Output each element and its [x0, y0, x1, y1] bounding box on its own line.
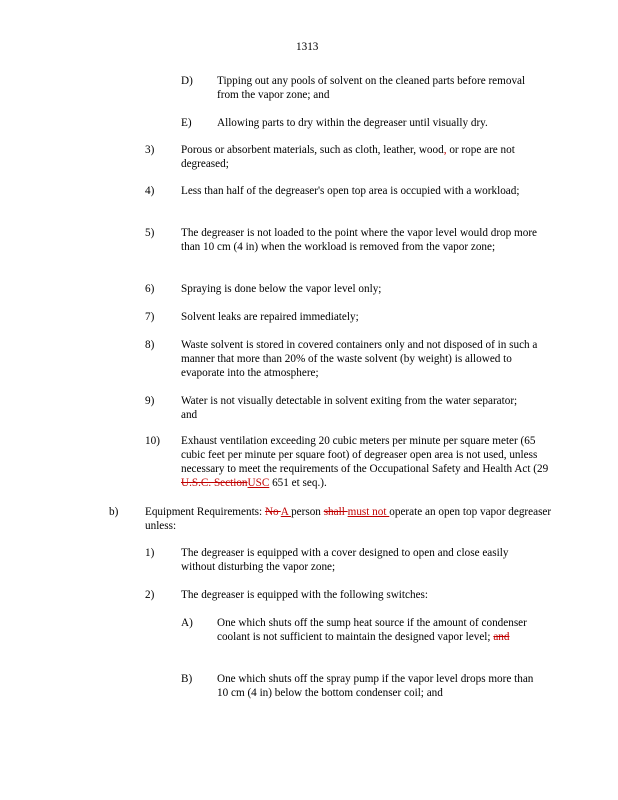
item-text-8: Waste solvent is stored in covered containers only and not disposed of in such a manner that more than 20% of the waste solvent (by weight) is allowed to evaporate into the atmosphere;: [181, 339, 538, 379]
item-text-b-sub: One which shuts off the spray pump if the vapor level drops more than 10 cm (4 in) below the bottom condenser coil; and: [217, 673, 534, 699]
item-label-4: 4): [145, 185, 155, 197]
item-text-6: Spraying is done below the vapor level only;: [181, 283, 382, 295]
item-label-d: D): [181, 75, 193, 87]
item-label-a: A): [181, 617, 193, 629]
inserted-text: must not: [347, 506, 390, 518]
page-number: 1313: [296, 41, 319, 53]
item-text-5: The degreaser is not loaded to the point where the vapor level would drop more than 10 cm (4 in) when the workload is removed from the vapor zone;: [181, 227, 538, 253]
deleted-text: No: [264, 506, 281, 518]
inserted-text: A: [280, 506, 292, 518]
item-label-6: 6): [145, 283, 155, 295]
text-part: Porous or absorbent materials, such as cloth, leather, wood: [181, 144, 444, 156]
item-text-10: [181, 434, 551, 490]
item-label-10: 10): [145, 435, 160, 447]
item-label-e: E): [181, 117, 192, 129]
item-label-7: 7): [145, 311, 155, 323]
item-label-b-sub: B): [181, 673, 193, 685]
text-part: One which shuts off the sump heat source if the amount of condenser coolant is not sufficient to maintain the designed vapor level;: [217, 617, 527, 643]
text-part: Exhaust ventilation exceeding 20 cubic meters per minute per square meter (65 cubic feet per minute per square foot) of degreaser open area is not used, unless necessary to meet the requirements of the Occupational Safety and Health Act (29: [181, 435, 549, 475]
deleted-text: shall: [323, 506, 348, 518]
item-text-a: [217, 616, 542, 644]
item-text-4: Less than half of the degreaser's open top area is occupied with a workload;: [181, 185, 520, 197]
item-text-3: [181, 143, 551, 171]
item-label-b1: 1): [145, 547, 155, 559]
item-text-9: Water is not visually detectable in solvent exiting from the water separator; and: [181, 395, 518, 421]
deleted-text: U.S.C. Section: [181, 477, 248, 489]
text-part: or rope are not degreased;: [181, 144, 515, 170]
item-text-7: Solvent leaks are repaired immediately;: [181, 311, 359, 323]
item-text-b1: The degreaser is equipped with a cover designed to open and close easily without disturbing the vapor zone;: [181, 547, 509, 573]
deleted-text: and: [493, 631, 510, 643]
item-label-5: 5): [145, 227, 155, 239]
item-text-d: Tipping out any pools of solvent on the cleaned parts before removal from the vapor zone; and: [217, 75, 526, 101]
item-text-e: Allowing parts to dry within the degreaser until visually dry.: [217, 117, 488, 129]
item-label-3: 3): [145, 144, 155, 156]
text-part: operate an open top vapor degreaser unless:: [145, 506, 552, 532]
text-part: person: [291, 506, 324, 518]
item-label-8: 8): [145, 339, 155, 351]
item-label-b2: 2): [145, 589, 155, 601]
item-text-b2: The degreaser is equipped with the following switches:: [181, 589, 428, 601]
item-text-b: [145, 505, 555, 533]
item-label-b: b): [109, 506, 119, 518]
inserted-text: USC: [247, 477, 270, 489]
item-label-9: 9): [145, 395, 155, 407]
text-part: 651 et seq.).: [269, 477, 327, 489]
text-part: Equipment Requirements:: [145, 506, 265, 518]
inserted-comma: ,: [443, 144, 447, 156]
